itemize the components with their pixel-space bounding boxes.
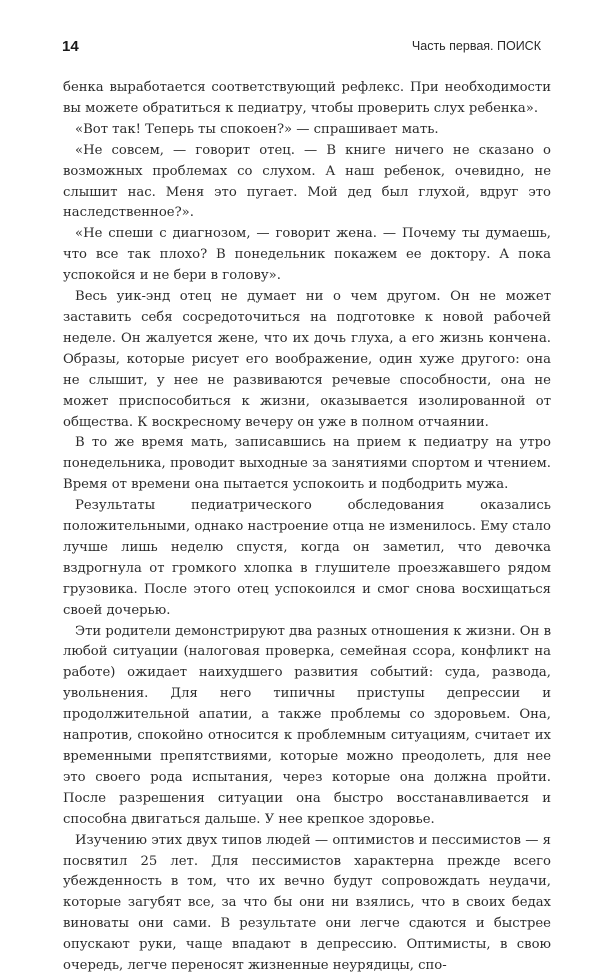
paragraph: Результаты педиатрического обследования оказались положительными, однако настроение отца не изменилось. Ему стало лучше лишь неделю спустя, когда он заметил, что девочка вздрогнула от громкого хлопка в глушителе проезжавшего рядом грузовика. После этого отец успокоился и смог снова восхищаться своей дочерью. — [63, 498, 551, 618]
paragraph: «Не совсем, — говорит отец. — В книге ничего не сказано о возможных проблемах со слухом. А наш ребенок, очевидно, не слышит нас. Меня это пугает. Мой дед был глухой, вдруг это наследственное?». — [63, 142, 551, 221]
paragraph: Весь уик-энд отец не думает ни о чем другом. Он не может заставить себя сосредоточиться на подготовке к новой рабочей неделе. Он жалуется жене, что их дочь глуха, а его жизнь кончена. Образы, которые рисует его воображение, один хуже другого: она не слышит, у нее не развиваются речевые способности, она не может приспособиться к жизни, оказывается изолированной от общества. К воскресному вечеру он уже в полном отчаянии. — [63, 289, 551, 430]
paragraph: Изучению этих двух типов людей — оптимистов и пессимистов — я посвятил 25 лет. Для пессимистов характерна прежде всего убежденность в том, что их вечно будут сопровождать неудачи, которые загубят все, за что бы они ни взялись, что в своих бедах виноваты они сами. В результате они легче сдаются и быстрее опускают руки, чаще впадают в депрессию. Оптимисты, в свою очередь, легче переносят жизненные неурядицы, спо- — [63, 832, 551, 974]
page-number: 14 — [62, 38, 79, 55]
paragraph: «Не спеши с диагнозом, — говорит жена. — Почему ты думаешь, что все так плохо? В понедельник покажем ее доктору. А пока успокойся и не бери в голову». — [63, 226, 551, 284]
paragraph: Эти родители демонстрируют два разных отношения к жизни. Он в любой ситуации (налоговая проверка, семейная ссора, конфликт на работе) ожидает наихудшего развития событий: суда, развода, увольнения. Для него типичны приступы депрессии и продолжительной апатии, а также проблемы со здоровьем. Она, напротив, спокойно относится к проблемным ситуациям, считает их временными препятствиями, которые можно преодолеть, для нее это своего рода испытания, через которые она должна пройти. После разрешения ситуации она быстро восстанавливается и способна двигаться дальше. У нее крепкое здоровье. — [63, 623, 551, 827]
paragraph-continued: бенка выработается соответствующий рефлекс. При необходимости вы можете обратиться к педиатру, чтобы проверить слух ребенка». — [63, 80, 551, 116]
body-text — [63, 78, 551, 977]
paragraph: «Вот так! Теперь ты спокоен?» — спрашивает мать. — [75, 121, 439, 137]
page-header — [62, 38, 541, 60]
paragraph: В то же время мать, записавшись на прием к педиатру на утро понедельника, проводит выходные за занятиями спортом и чтением. Время от времени она пытается успокоить и подбодрить мужа. — [63, 435, 551, 493]
running-head: Часть первая. ПОИСК — [411, 39, 541, 53]
